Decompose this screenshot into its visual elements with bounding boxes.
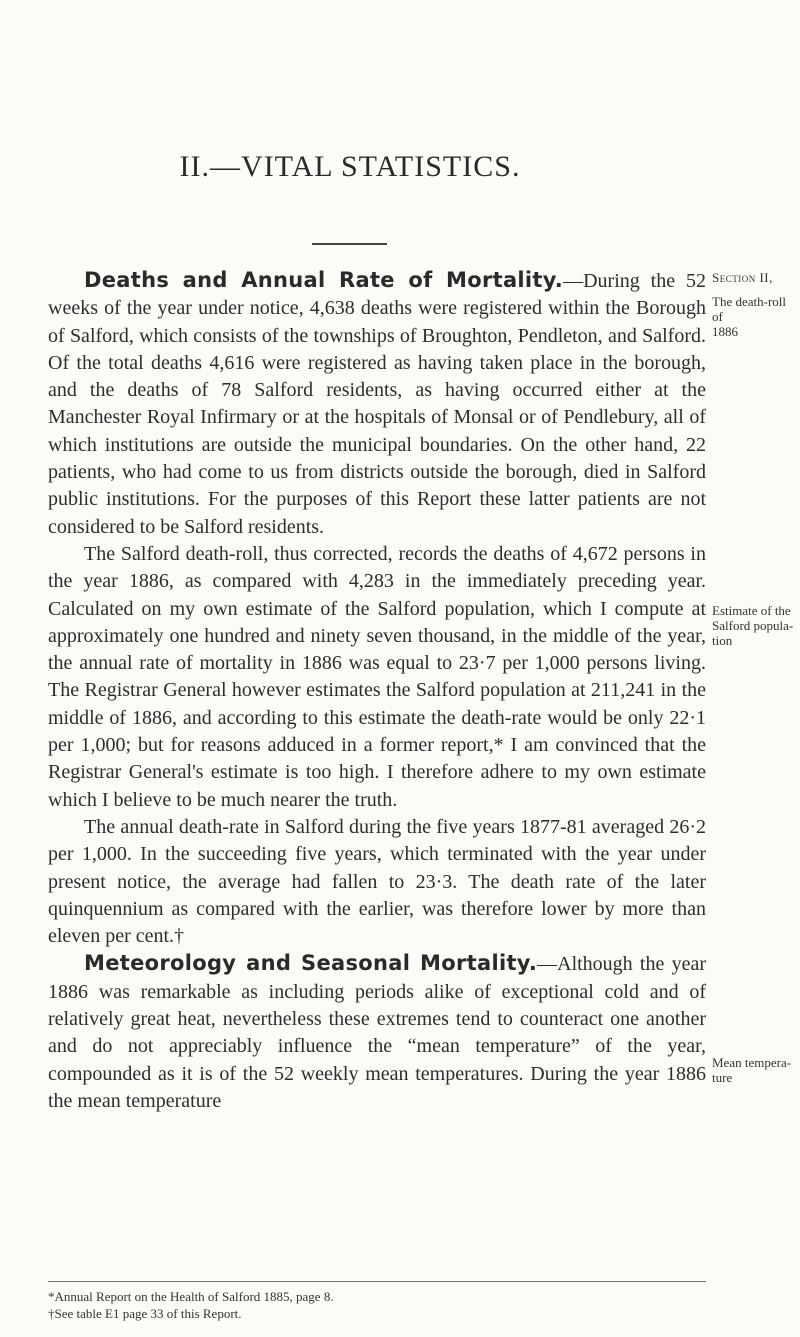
main-text [48, 267, 706, 1115]
margin-note-section [712, 270, 800, 285]
margin-note-deathroll [712, 294, 800, 339]
footnotes [48, 1288, 706, 1322]
section-heading-meteorology: Meteorology and Seasonal Mortality. [84, 951, 538, 976]
margin-line: tion [712, 633, 733, 648]
paragraph [48, 267, 706, 541]
margin-line: ture [712, 1070, 733, 1085]
margin-note-estimate [712, 603, 800, 648]
margin-line: Estimate of the [712, 603, 791, 618]
margin-line: Salford popula- [712, 618, 794, 633]
paragraph: The annual death-rate in Salford during the five years 1877-81 averaged 26·2 per 1,000. In the succeeding five years, which terminated with the year under present notice, the average had fallen to 23·3. The death rate of the later quinquennium as compared with the earlier, was therefore lower by more than eleven per cent.† [48, 815, 706, 948]
margin-line: Mean tempera- [712, 1055, 792, 1070]
margin-line: 1886 [712, 324, 738, 339]
title-divider [312, 243, 387, 245]
paragraph-text: —During the 52 weeks of the year under notice, 4,638 deaths were registered within the Borough of Salford, which consists of the townships of Broughton, Pendleton, and Salford. Of the total deaths 4,616 were registered as having taken place in the borough, and the deaths of 78 Salford residents, as having occurred either at the Manchester Royal Infirmary or at the hospitals of Monsal or of Pendlebury, all of which institutions are outside the municipal boundaries. On the other hand, 22 patients, who had come to us from districts outside the borough, died in Salford public institutions. For the purposes of this Report these latter patients are not considered to be Salford residents. [48, 270, 706, 538]
footnote-divider [48, 1281, 706, 1282]
paragraph-text: —Although the year 1886 was remarkable as including periods alike of exceptional cold and of relatively great heat, nevertheless these extremes tend to counteract one another and do not appreciably influence the “mean temperature” of the year, compounded as it is of the 52 weekly mean temperatures. During the year 1886 the mean temperature [48, 953, 706, 1112]
page-title: II.—VITAL STATISTICS. [179, 150, 521, 183]
footnote: *Annual Report on the Health of Salford 1885, page 8. [48, 1289, 334, 1304]
margin-line: The death-roll of [712, 294, 786, 324]
section-label: Section II, [712, 270, 773, 285]
footnote: †See table E1 page 33 of this Report. [48, 1306, 242, 1321]
margin-note-mean-temperature [712, 1055, 800, 1085]
section-heading-deaths: Deaths and Annual Rate of Mortality. [84, 268, 564, 292]
paragraph: The Salford death-roll, thus corrected, records the deaths of 4,672 persons in the year 1886, as compared with 4,283 in the immediately preceding year. Calculated on my own estimate of the Salford population, which I compute at approximately one hundred and ninety seven thousand, in the middle of the year, the annual rate of mortality in 1886 was equal to 23·7 per 1,000 persons living. The Registrar General however estimates the Salford population at 211,241 in the middle of 1886, and according to this estimate the death-rate would be only 22·1 per 1,000; but for reasons adduced in a former report,* I am convinced that the Registrar General's estimate is too high. I therefore adhere to my own estimate which I believe to be much nearer the truth. [48, 542, 706, 811]
paragraph [48, 950, 706, 1115]
